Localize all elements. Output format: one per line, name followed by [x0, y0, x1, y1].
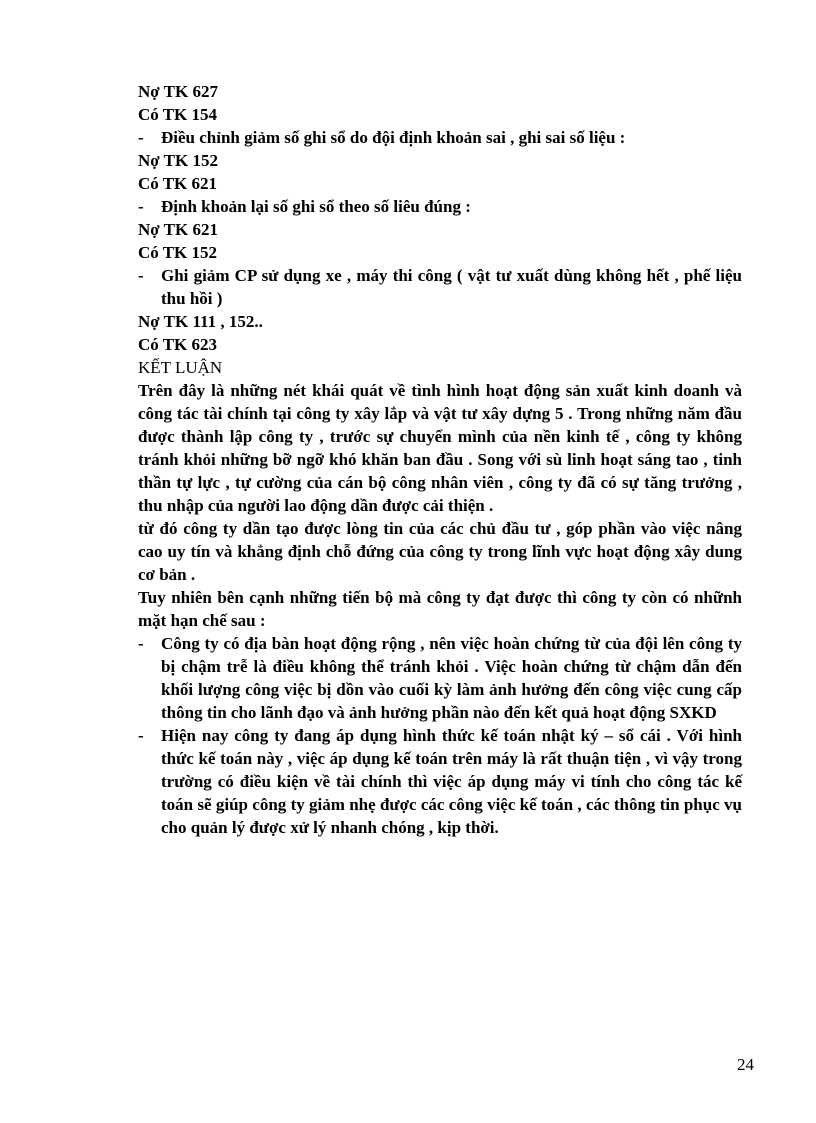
bullet-adjust-decrease	[138, 126, 742, 149]
bullet-dash: -	[138, 634, 144, 653]
conclusion-paragraph-3: Tuy nhiên bên cạnh những tiến bộ mà công ty đạt được thì công ty còn có nhữnh mặt hạn chế sau :	[138, 588, 742, 630]
entry-debit-152: Nợ TK 152	[138, 151, 218, 170]
bullet-text: Định khoản lại số ghi sổ theo số liêu đúng :	[161, 197, 471, 216]
bullet-dash: -	[138, 266, 144, 285]
bullet-text: Công ty có địa bàn hoạt động rộng , nên việc hoàn chứng từ của đội lên công ty bị chậm trễ là điều không thể tránh khỏi . Việc hoàn chứng từ chậm dẫn đến khối lượng công việc bị dồn vào cuối kỳ làm ảnh hưởng đến công việc cung cấp thông tin cho lãnh đạo và ảnh hưởng phần nào đến kết quả hoạt động SXKD	[161, 634, 742, 722]
document-body	[138, 80, 742, 839]
bullet-reduce-cost	[138, 264, 742, 310]
bullet-limitation-1	[138, 632, 742, 724]
entry-credit-623: Có TK 623	[138, 335, 218, 354]
page-number: 24	[737, 1055, 754, 1074]
entry-debit-627: Nợ TK 627	[138, 82, 218, 101]
bullet-re-entry	[138, 195, 742, 218]
bullet-text: Hiện nay công ty đang áp dụng hình thức kế toán nhật ký – sổ cái . Với hình thức kế toán này , việc áp dụng kế toán trên máy là rất thuận tiện , vì vậy trong trường có điều kiện về tài chính thì việc áp dụng máy vi tính cho công tác kế toán sẽ giúp công ty giảm nhẹ được các công việc kế toán , các thông tin phục vụ cho quản lý được xử lý nhanh chóng , kịp thời.	[161, 726, 742, 837]
bullet-text: Ghi giảm CP sử dụng xe , máy thi công ( vật tư xuất dùng không hết , phế liệu thu hồi )	[161, 266, 742, 308]
conclusion-heading: KẾT LUẬN	[138, 358, 223, 377]
entry-credit-152: Có TK 152	[138, 243, 218, 262]
bullet-dash: -	[138, 197, 144, 216]
entry-credit-154: Có TK 154	[138, 105, 218, 124]
bullet-dash: -	[138, 128, 144, 147]
entry-credit-621: Có TK 621	[138, 174, 218, 193]
bullet-dash: -	[138, 726, 144, 745]
entry-debit-621: Nợ TK 621	[138, 220, 218, 239]
bullet-text: Điều chỉnh giảm số ghi sổ do đội định khoản sai , ghi sai số liệu :	[161, 128, 626, 147]
bullet-limitation-2	[138, 724, 742, 839]
conclusion-paragraph-2: từ đó công ty dần tạo được lòng tin của các chủ đầu tư , góp phần vào việc nâng cao uy tín và khẳng định chỗ đứng của công ty trong lĩnh vực hoạt động xây dung cơ bản .	[138, 519, 742, 584]
entry-debit-111-152: Nợ TK 111 , 152..	[138, 312, 263, 331]
conclusion-paragraph-1: Trên đây là những nét khái quát về tình hình hoạt động sản xuất kinh doanh và công tác tài chính tại công ty xây lắp và vật tư xây dựng 5 . Trong những năm đầu được thành lập công ty , trước sự chuyển mình của nền kinh tế , công ty không tránh khỏi những bỡ ngỡ khó khăn ban đầu . Song với sù linh hoạt sáng tao , tinh thần tự lực , tự cường của cán bộ công nhân viên , công ty đã có sự tăng trưởng , thu nhập của người lao động dần được cải thiện .	[138, 381, 742, 515]
